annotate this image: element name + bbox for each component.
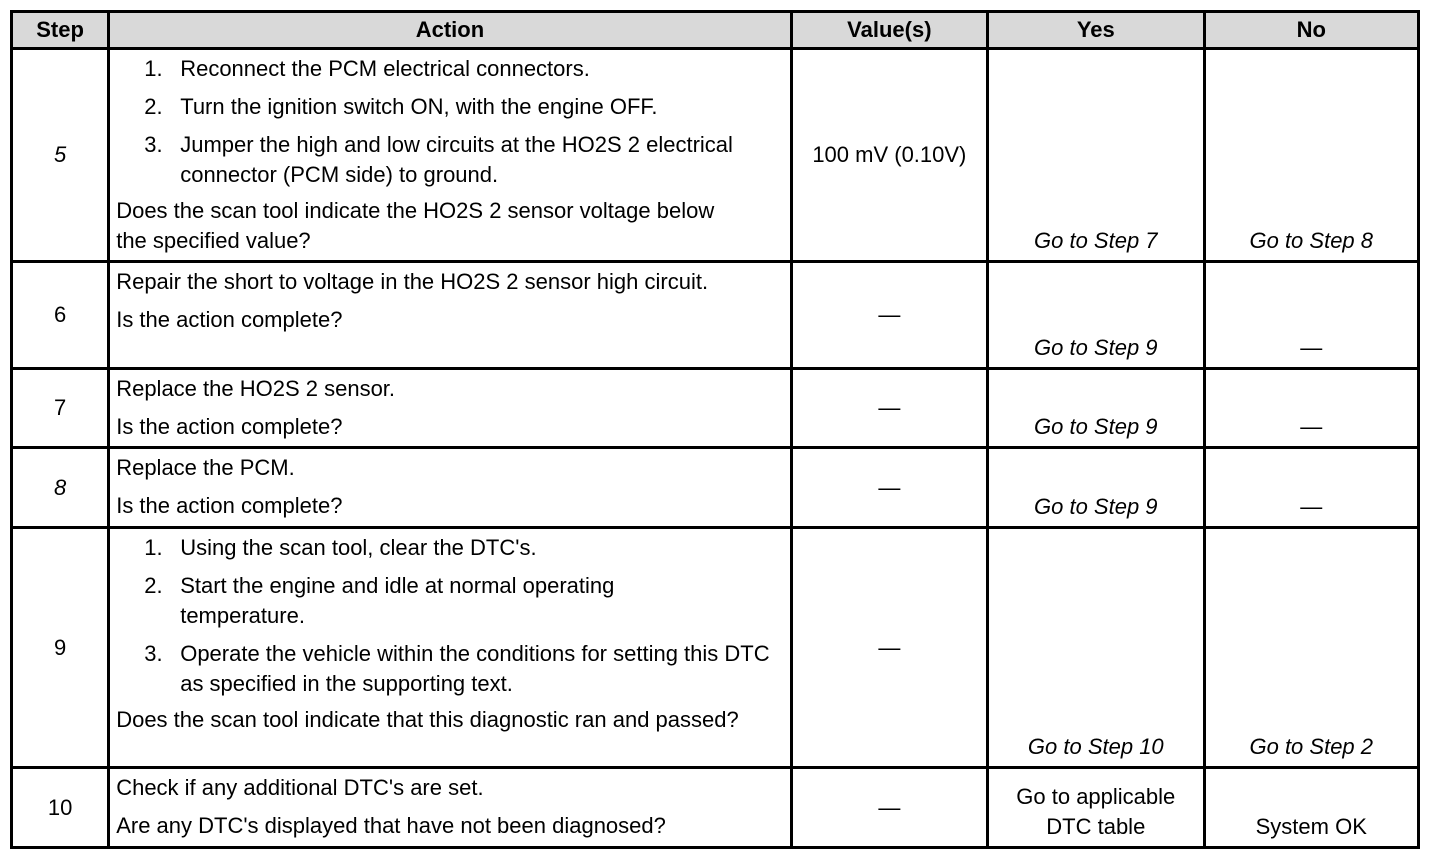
yes-cell: Go to Step 9 (988, 262, 1204, 369)
table-row (12, 448, 1419, 528)
table-row (12, 528, 1419, 768)
table-row (12, 369, 1419, 448)
value-cell: — (791, 528, 987, 768)
action-cell (109, 262, 791, 369)
value-cell: 100 mV (0.10V) (791, 49, 987, 262)
no-cell: — (1204, 448, 1418, 528)
step-number: 6 (12, 262, 109, 369)
action-text: Repair the short to voltage in the HO2S 2 sensor high circuit. (116, 269, 709, 294)
action-list (116, 54, 783, 190)
question-text: Does the scan tool indicate the HO2S 2 sensor voltage below the specified value? (116, 198, 715, 253)
header-yes: Yes (988, 12, 1204, 49)
question-text: Is the action complete? (116, 307, 343, 332)
action-text: Replace the PCM. (116, 455, 295, 480)
question-text: Does the scan tool indicate that this diagnostic ran and passed? (116, 707, 739, 732)
value-cell: — (791, 448, 987, 528)
value-cell: — (791, 768, 987, 848)
yes-cell: Go to Step 9 (988, 369, 1204, 448)
table-row (12, 768, 1419, 848)
step-number: 10 (12, 768, 109, 848)
no-cell: Go to Step 2 (1204, 528, 1418, 768)
action-text: Replace the HO2S 2 sensor. (116, 376, 396, 401)
action-cell (109, 528, 791, 768)
list-item: 2. Start the engine and idle at normal operating temperature. (144, 573, 615, 628)
list-item: 2. Turn the ignition switch ON, with the engine OFF. (144, 94, 658, 119)
yes-cell: Go to Step 9 (988, 448, 1204, 528)
action-cell (109, 448, 791, 528)
diagnostic-table (10, 10, 1420, 849)
step-number: 5 (12, 49, 109, 262)
action-text: Check if any additional DTC's are set. (116, 775, 484, 800)
question-text: Is the action complete? (116, 493, 343, 518)
step-number: 8 (12, 448, 109, 528)
list-item: 1. Using the scan tool, clear the DTC's. (144, 535, 537, 560)
value-cell: — (791, 262, 987, 369)
header-no: No (1204, 12, 1418, 49)
yes-cell: Go to applicable DTC table (988, 768, 1204, 848)
action-cell (109, 49, 791, 262)
list-item: 1. Reconnect the PCM electrical connectors. (144, 56, 590, 81)
no-cell: Go to Step 8 (1204, 49, 1418, 262)
question-text: Are any DTC's displayed that have not been diagnosed? (116, 813, 666, 838)
yes-cell: Go to Step 10 (988, 528, 1204, 768)
no-cell: — (1204, 369, 1418, 448)
header-action: Action (109, 12, 791, 49)
action-cell (109, 768, 791, 848)
header-row (12, 12, 1419, 49)
list-item: 3. Operate the vehicle within the conditions for setting this DTC as specified in the supporting text. (144, 641, 770, 696)
yes-cell: Go to Step 7 (988, 49, 1204, 262)
step-number: 7 (12, 369, 109, 448)
question-text: Is the action complete? (116, 414, 343, 439)
action-list (116, 533, 783, 699)
step-number: 9 (12, 528, 109, 768)
action-cell (109, 369, 791, 448)
value-cell: — (791, 369, 987, 448)
no-cell: — (1204, 262, 1418, 369)
table-row (12, 49, 1419, 262)
header-values: Value(s) (791, 12, 987, 49)
list-item: 3. Jumper the high and low circuits at the HO2S 2 electrical connector (PCM side) to ground. (144, 132, 733, 187)
no-cell: System OK (1204, 768, 1418, 848)
table-row (12, 262, 1419, 369)
header-step: Step (12, 12, 109, 49)
